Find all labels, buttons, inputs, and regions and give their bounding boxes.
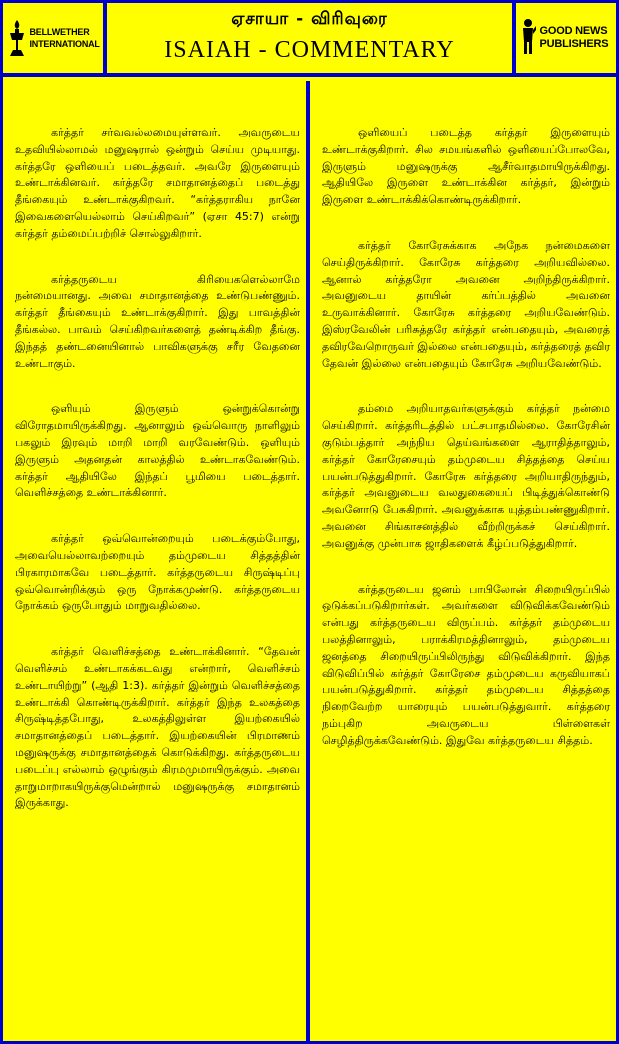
paragraph: கர்த்தருடைய ஜனம் பாபிலோன் சிறையிருப்பில் ஒடுக்கப்படுகிறார்கள். அவர்களை விடுவிக்கவேண்டும் என்பது கர்த்தருடைய விருப்பம். கர்த்தர் தம்முடைய பலத்தினாலும், பராக்கிரமத்தினாலும், தம்முடைய ஜனத்தை சிறையிருப்பிலிருந்து விடுவிக்கிறார். இந்த விடுவிப்பில் கர்த்தர் கோரேசை தம்முடைய கருவியாகப் பயன்படுத்துகிறார். கர்த்தர் தம்முடைய சித்தத்தை நிறைவேற்ற யாரையும் பயன்படுத்துவார். கர்த்தரை நம்புகிற அவருடைய பிள்ளைகள் செழித்திருக்கவேண்டும். இதுவே கர்த்தருடைய சித்தம். [322, 582, 610, 747]
commentary-columns [3, 81, 616, 1041]
left-logo-text: BELLWETHER INTERNATIONAL [29, 27, 100, 49]
page-title-english: ISAIAH - COMMENTARY [164, 37, 455, 63]
paragraph: கர்த்தர் வெளிச்சத்தை உண்டாக்கினார். “தேவன் வெளிச்சம் உண்டாகக்கடவது என்றார், வெளிச்சம் உண்டாயிற்று” (ஆதி 1:3). கர்த்தர் இன்றும் வெளிச்சத்தை உண்டாக்கி கொண்டிருக்கிறார். கர்த்தர் இந்த உலகத்தை சிருஷ்டித்தபோது, உலகத்திலுள்ள இயற்கையில் சமாதானத்தைப் படைத்தார். இயற்கையின் பிரமாணம் மனுஷருக்கு சமாதானத்தைக் கொடுக்கிறது. கர்த்தருடைய படைப்பு எல்லாம் ஒழுங்கும் கிரமமுமாயிருக்கும். அவை தாறுமாறாகயிருக்குமென்றால் மனுஷருக்கு சமாதானம் இருக்காது. [15, 645, 300, 810]
lamp-icon [7, 18, 27, 58]
paragraph: கர்த்தர் சர்வவல்லமையுள்ளவர். அவருடைய உதவியில்லாமல் மனுஷரால் ஒன்றும் செய்ய முடியாது. கர்த்தரே ஒளியைப் படைத்தவர். அவரே இருளையும் உண்டாக்கினவர். கர்த்தரே சமாதானத்தைப் படைத்து தீங்கையும் உண்டாக்குகிறவர். “கர்த்தராகிய நானே இவைகளையெல்லாம் செய்கிறவர்” (ஏசா 45:7) என்று கர்த்தர் தம்மைப்பற்றிச் சொல்லுகிறார். [15, 126, 300, 240]
left-column [3, 81, 310, 1041]
right-logo-text: GOOD NEWS PUBLISHERS [539, 25, 609, 50]
right-column [310, 81, 616, 1041]
header [3, 3, 616, 77]
bellwether-logo [3, 3, 107, 73]
paragraph: தம்மை அறியாதவர்களுக்கும் கர்த்தர் நன்மை செய்கிறார். கர்த்தரிடத்தில் பட்சபாதமில்லை. கோரேசின் குடும்பத்தார் அந்நிய தெய்வங்களை ஆராதித்தாலும், கர்த்தர் கோரேசையும் தம்முடைய சித்தத்தை செய்ய பயன்படுத்துகிறார். கோரேசு கர்த்தரை அறியாதிருந்தும், கர்த்தர் அவனுடைய வலதுகையைப் பிடித்துக்கொண்டு அவனோடு பேசுகிறார். அவனுக்காக யுத்தம்பண்ணுகிறார். அவனை சிங்காசனத்தில் வீற்றிருக்கச் செய்கிறார். அவனுக்கு முன்பாக ஜாதிகளைக் கீழ்ப்படுத்துகிறார். [322, 402, 610, 550]
good-news-logo [512, 3, 616, 73]
paragraph: ஒளியைப் படைத்த கர்த்தர் இருளையும் உண்டாக்குகிறார். சில சமயங்களில் ஒளியைப்போலவே, இருளும் மனுஷருக்கு ஆசீர்வாதமாயிருக்கிறது. ஆதியிலே இருளை உண்டாக்கின கர்த்தர், இன்றும் இருளை உண்டாக்கிக்கொண்டிருக்கிறார். [322, 126, 610, 207]
paragraph: ஒளியும் இருளும் ஒன்றுக்கொன்று விரோதமாயிருக்கிறது. ஆனாலும் ஒவ்வொரு நாளிலும் பகலும் இரவும் மாறி மாறி வரவேண்டும். ஒளியும் இருளும் அதனதன் காலத்தில் உண்டாகவேண்டும். கர்த்தர் ஆதியிலே இந்தப் பூமியை படைத்தார். வெளிச்சத்தை உண்டாக்கினார். [15, 402, 300, 500]
page-title-tamil: ஏசாயா - விரிவுரை [231, 9, 388, 29]
title-box [107, 3, 512, 73]
paragraph: கர்த்தருடைய கிரியைகளெல்லாமே நன்மையானது. அவை சமாதானத்தை உண்டுபண்ணும். கர்த்தர் தீங்கையும் உண்டாக்குகிறார். இது பாவத்தின் தீங்கல்ல. பாவம் செய்கிறவர்களைத் தண்டிக்கிற தீங்கு. இந்தத் தண்டனையினால் பாவிகளுக்கு சரீர வேதனை உண்டாகும். [15, 272, 300, 370]
paragraph: கர்த்தர் கோரேசுக்காக அநேக நன்மைகளை செய்திருக்கிறார். கோரேசு கர்த்தரை அறியவில்லை. ஆனால் கர்த்தரோ அவனை அறிந்திருக்கிறார். அவனுடைய தாயின் கர்ப்பத்தில் அவனை உருவாக்கினார். கோரேசு கர்த்தரை அறியவேண்டும். இஸ்ரவேலின் பரிசுத்தரே கர்த்தர் என்பதையும், அவரைத் தவிரவேறொருவர் இல்லை என்பதையும், கர்த்தரைத் தவிர தேவன் இல்லை என்பதையும் கோரேசு அறியவேண்டும். [322, 238, 610, 370]
paragraph: கர்த்தர் ஒவ்வொன்றையும் படைக்கும்போது, அவையெல்லாவற்றையும் தம்முடைய சித்தத்தின் பிரகாரமாகவே படைத்தார். கர்த்தருடைய சிருஷ்டிப்பு ஒவ்வொன்றிக்கும் ஒரு நோக்கமுண்டு. கர்த்தருடைய நோக்கம் ஒருபோதும் மாறுவதில்லை. [15, 532, 300, 613]
person-icon [519, 18, 537, 58]
